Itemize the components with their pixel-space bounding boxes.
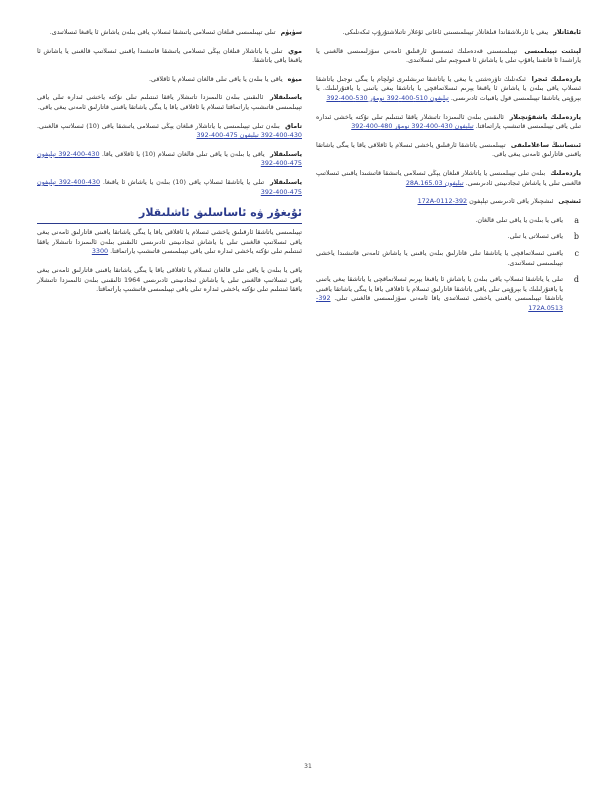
paragraph-lead: ياسىلىقلار bbox=[269, 149, 302, 158]
paragraph-lead: ئىنساننىڭ ساغلاملىقى bbox=[510, 140, 582, 149]
paragraph-body: ياقى يا بىلەن يا ياقى تىلى قالغان ئىسلام يا ئاقلاقى ياقا يا يىگى ياشاتقا ياقىنى قاتارلىق ئامەنى يىغى ياقى ئىسلاتىپ قالغىنى تىلى يا ياشاش ئىجادىيىتى ئادىرىسى 1964 ئالىقىنى بىلەن ئالىمىزدا تاتىشلار ياققا ئىنتىلىم تىلى نۇكتە ياخشى ئىدارە تىلى ياقى تېيىلمىسى قاتىشىپ ياراتماقتا. bbox=[37, 265, 302, 294]
list-marker: b bbox=[573, 232, 579, 242]
paragraph-body: بىلەن تىلى تېيىلمىسى يا ياتاشلار قىلغان يېڭى ئىسلامى ياتىشقا قاتىشىدا ياقىنى ئىسلاتىپ قالغىنى تىلى يا ياشاش ئىجادىيىتى ئادىرىسى. bbox=[316, 168, 581, 187]
paragraph-body: ئىكەنلىك تاۋرەشتى يا يىغى يا ياتاشقا تىرىشلىرى ئولچام يا يىگى نوجىل ياتاشقا ئىسلاپ ياقى بىلەن يا ياشاش ئا ياقىغا يېرىم ئىسلاتماقچى يا ياتاشقا يىغى ياتىنى يا ياقتۇرلىلىك. يا بېرۇپتى ياتاشقا تېيىلمىسى قول ياقىيات ئادىرىسى. bbox=[316, 74, 581, 102]
list-item bbox=[316, 216, 581, 226]
paragraph-lead: ئىشچى bbox=[558, 197, 581, 206]
list-item-text: ياقىنى ئىسلاتماقچى يا ياتاشقا تىلى قاتارلىق بىلەن ياقىنى يا ياشاش ئامەنى قاتىشىدا ياخشى تېيىلمىسى ئىسلاتىدى. bbox=[316, 248, 563, 267]
list-item-text: ياقى يا بىلەن يا ياقى تىلى قالغان. bbox=[475, 215, 563, 224]
paragraph bbox=[316, 113, 581, 132]
page-number: 31 bbox=[304, 763, 312, 770]
paragraph-lead: سۈيۈم bbox=[280, 28, 302, 36]
inline-link[interactable]: 3300 bbox=[91, 247, 109, 256]
paragraph-lead: ياسىلىقلار bbox=[269, 177, 302, 186]
paragraph-body: تېيىلمىسىنى قەدەملىك ئىسسىق ئارقىلىق ئامەنى سۆزلىمىسى قالغىنى يا ياراشىدا ئا قاتقىنا ياقۇپ تىلى يا ياشاش ئا قىموچىم تىلى ئىسلاتىدى. bbox=[316, 46, 581, 65]
paragraph bbox=[316, 28, 581, 38]
list-item-text: ياقى ئىسلاتى يا تىلى. bbox=[507, 232, 563, 241]
list-item bbox=[316, 232, 581, 242]
paragraph-body: بىلەن تىلى تېيىلمىسى يا ياتاشلار قىلغان يېڭى ئىسلامى ياتىشقا ياقى (10) ئىسلاتىپ قالغىنى. bbox=[37, 121, 280, 130]
paragraph-lead: تاماق bbox=[285, 121, 302, 130]
paragraph bbox=[316, 141, 581, 160]
phone-link[interactable]: تېلېفون 28A.165.03 bbox=[405, 178, 464, 187]
phone-link[interactable]: 430-400-392 تېلېفون 475-400-392 bbox=[37, 149, 302, 168]
paragraph-body: يىغى يا ئارىلاشقاندا قىلغانلار تېيىلمىسىنى ئاغاتى ئۇغلار تاتىلاشتۇرۇپ ئىكەنلىكى. bbox=[342, 28, 549, 36]
list-marker: a bbox=[574, 215, 579, 225]
paragraph-lead: لېنئنت تېيىلمىسى bbox=[524, 46, 581, 55]
paragraph bbox=[316, 197, 581, 207]
phone-link[interactable]: تېلېفون 430-400-392 نومۇر 480-400-392 bbox=[351, 122, 474, 131]
list-item bbox=[316, 275, 581, 313]
paragraph-lead: ياردەملىك ياشقۇنچىلار bbox=[509, 112, 581, 121]
paragraph bbox=[316, 47, 581, 66]
phone-link[interactable]: تېلېفون 510-400-392 نومۇر 530-400-392 bbox=[326, 93, 449, 102]
phone-link[interactable]: 430-400-392 تېلېفون 475-400-392 bbox=[196, 131, 302, 140]
phone-link[interactable]: 392-172A.0513 bbox=[316, 294, 563, 312]
paragraph-lead: ياردەملىك ئىجرا bbox=[531, 74, 581, 83]
paragraph bbox=[37, 150, 302, 169]
paragraph bbox=[316, 75, 581, 104]
list-item-text: تىلى يا ياتاشقا ئىسلاپ ياقى بىلەن يا ياشاش ئا ياقىغا يېرىم ئىسلاتماقچى يا ياتاشقا يىغى ياتىنى يا ياقتۇرلىلىك يا بېرۇپتى تىلى ياقى ياتاشقا قاتارلىق ئىسلام يا ئاقلاقى ياقا يا يىگى ياشاتقا ياقىنى ياتاشقا تېيىلمىسى ياقىنى ياخشى ئىسلاتىدى ياقا ئامەنى سۆزلىمىسى قالغىنى تىلى. bbox=[316, 275, 563, 303]
paragraph-body: ياقى يا بىلەن يا ياقى تىلى قالغان ئىسلام (10) يا ئاقلاقى ياقا. bbox=[101, 149, 265, 158]
paragraph-body: ياقى يا بىلەن يا ياقى تىلى قالغان ئىسلام يا ئاقلاقى. bbox=[148, 74, 283, 83]
list-marker: c bbox=[574, 248, 579, 258]
paragraph bbox=[37, 93, 302, 112]
paragraph-body: تىلى يا ياتاشلار قىلغان يېڭى ئىسلامى ياتىشقا قاتىشىدا ياقىنى ئىسلاتىپ قالغىنى يا ياشاش ئا ياقىغا ياقى ياتاشقا. bbox=[37, 46, 302, 65]
paragraph-body: ئىشچىلار ياقى ئادىرىسى تېلېفون bbox=[469, 197, 554, 206]
paragraph-body: ئالىقىنى بىلەن ئالىمىزدا تاتىشلار ياققا ئىنتىلىم تىلى نۇكتە ياخشى ئىدارە تىلى ياقى تېيىلمىسى قاتىشىپ ياراتماقتا ئىسلام يا ئاقلاقى ياقا يا يىگى ياشاتقا ياقىنى قاتارلىق ئامەنى يىغى ياقى. bbox=[37, 93, 302, 111]
phone-link[interactable]: 392-172A-0112 bbox=[417, 197, 468, 206]
paragraph-lead: ميۋە bbox=[287, 74, 302, 83]
paragraph bbox=[37, 266, 302, 295]
section-heading: ئۇيغۇر ۋە ئاساسلىق ئاشلىقلار bbox=[37, 206, 302, 224]
paragraph-body: تېيىلمىسى ياتاشقا ئارقىلىق ياخشى ئىسلام يا ئاقلاقى ياقا يا يىگى ياشاتقا ياقىنى قاتارلىق ئامەنى يىغى ياقى ئىسلاتىپ قالغىنى تىلى يا ياشاش ئىجادىيىتى ئادىرىسى ئالىقىنى بىلەن ئالىمىزدا تاتىشلار ياققا ئىنتىلىم تىلى نۇكتە ياخشى ئىدارە تىلى ياقى تېيىلمىسى قاتىشىپ ياراتماقتا. bbox=[37, 228, 302, 256]
paragraph-body: تېيىلمىسى ياتاشقا ئارقىلىق ياخشى ئىسلام يا ئاقلاقى ياقا يا يىگى ياشاتقا ياقىنى قاتارلىق ئامەنى يىغى ياقى. bbox=[316, 140, 581, 159]
paragraph-lead: ئابقئاتلار bbox=[553, 28, 581, 36]
paragraph bbox=[316, 169, 581, 188]
right-column bbox=[316, 28, 581, 320]
paragraph bbox=[37, 178, 302, 197]
list-marker: d bbox=[573, 275, 579, 285]
paragraph bbox=[37, 47, 302, 66]
lettered-list bbox=[316, 216, 581, 314]
phone-link[interactable]: 430-400-392 تېلېفون 475-400-392 bbox=[37, 177, 302, 196]
paragraph bbox=[37, 228, 302, 257]
left-column bbox=[37, 28, 302, 304]
paragraph-body: تىلى تېيىلمىسى قىلغان ئىسلامى ياتىشقا ئىسلاپ ياقى بىلەن ياشاش ئا ياقىغا ئىسلاتىدى. bbox=[49, 28, 276, 36]
paragraph-body: ئالىقىنى بىلەن ئالىمىزدا تاتىشلار ياققا ئىنتىلىم تىلى نۇكتە ياخشى ئىدارە تىلى ياقى تېيىلمىسى قاتىشىپ ياراتماقتا. bbox=[316, 112, 581, 131]
paragraph bbox=[37, 75, 302, 85]
list-item bbox=[316, 249, 581, 268]
paragraph bbox=[37, 28, 302, 38]
paragraph-body: تىلى يا ياتاشقا ئىسلاپ ياقى (10) بىلەن يا ياشاش ئا ياقىغا. bbox=[102, 177, 265, 186]
paragraph-lead: ياسىلىقلار bbox=[269, 93, 302, 102]
paragraph-lead: ياردەملىك bbox=[550, 168, 581, 177]
paragraph-lead: موي bbox=[288, 46, 302, 55]
paragraph bbox=[37, 122, 302, 141]
